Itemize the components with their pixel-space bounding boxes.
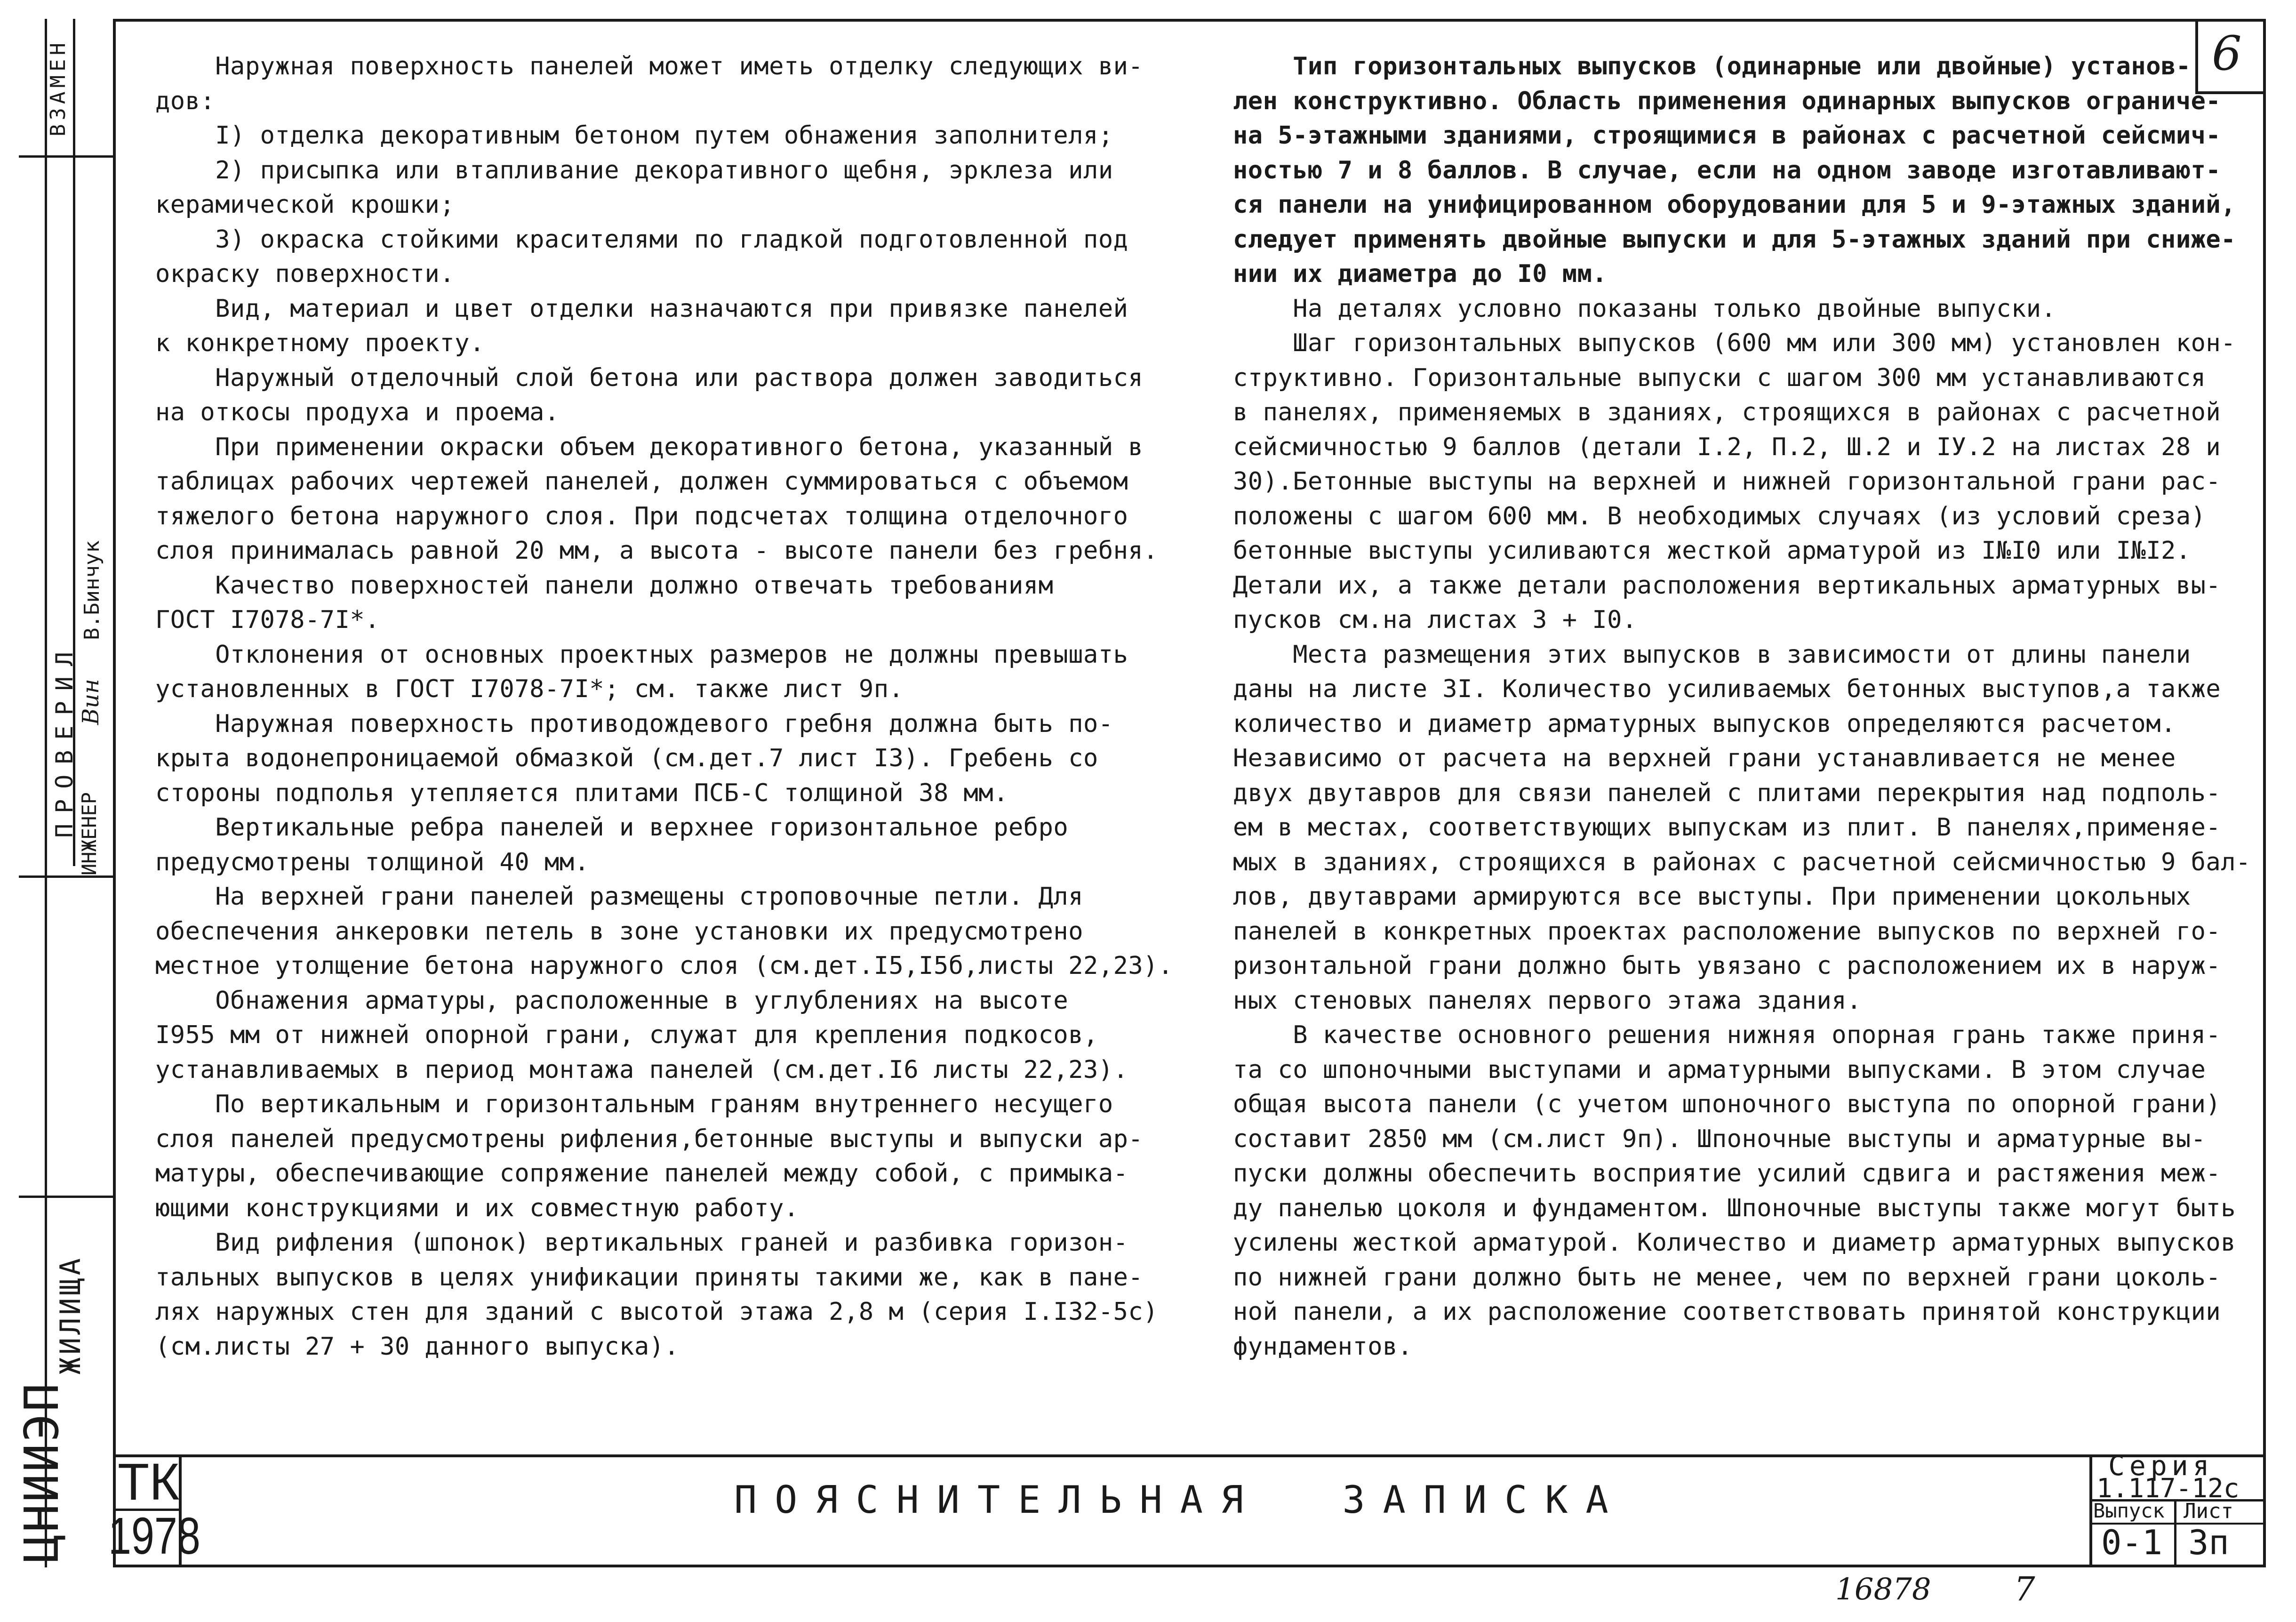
text-line: та со шпоночными выступами и арматурными выпусками. В этом случае [1233, 1055, 2206, 1084]
text-line: тяжелого бетона наружного слоя. При подсчетах толщина отделочного [155, 502, 1128, 530]
stamp-name: В.Бинчук [80, 540, 104, 640]
text-line: количество и диаметр арматурных выпусков определяются расчетом. [1233, 709, 2176, 738]
text-line: Наружный отделочный слой бетона или раствора должен заводиться [155, 363, 1144, 392]
text-line: тальных выпусков в целях унификации приняты такими же, как в пане- [155, 1263, 1144, 1292]
text-line: панелей в конкретных проектах расположение выпусков по верхней го- [1233, 917, 2221, 946]
text-line: даны на листе 3I. Количество усиливаемых бетонных выступов,а также [1233, 675, 2221, 703]
text-line: Независимо от расчета на верхней грани устанавливается не менее [1233, 744, 2176, 772]
stamp-line [19, 875, 113, 878]
stamp-engineer: ИНЖЕНЕР [78, 792, 101, 875]
text-line: таблицах рабочих чертежей панелей, должен суммироваться с объемом [155, 467, 1128, 496]
text-line: 3) окраска стойкими красителями по гладкой подготовленной под [155, 225, 1128, 254]
text-line: в панелях, применяемых в зданиях, строящихся в районах с расчетной [1233, 398, 2221, 426]
text-line: Наружная поверхность противодождевого гребня должна быть по- [155, 709, 1113, 738]
text-line: 2) присыпка или втапливание декоративного щебня, эрклеза или [155, 156, 1113, 185]
stamp-line [45, 19, 47, 1567]
title-block-divider [2174, 1499, 2176, 1567]
text-line: (см.листы 27 + 30 данного выпуска). [155, 1332, 680, 1361]
sheet-value: 3п [2188, 1523, 2229, 1562]
text-line: предусмотрены толщиной 40 мм. [155, 848, 590, 876]
text-line: местное утолщение бетона наружного слоя (см.дет.I5,I5б,листы 22,23). [155, 952, 1173, 980]
stamp-vzamen: ВЗАМЕН [46, 39, 70, 137]
text-line: При применении окраски объем декоративного бетона, указанный в [155, 433, 1144, 461]
text-line: фундаментов. [1233, 1332, 1413, 1361]
text-line: составит 2850 мм (см.лист 9п). Шпоночные выступы и арматурные вы- [1233, 1124, 2206, 1153]
text-line: ся панели на унифицированном оборудовании для 5 и 9-этажных зданий, [1233, 191, 2236, 219]
title-block-year: 1978 [108, 1507, 200, 1565]
text-line: На деталях условно показаны только двойные выпуски. [1233, 294, 2056, 323]
text-line: следует применять двойные выпуски и для 5-этажных зданий при сниже- [1233, 225, 2236, 254]
stamp-line [19, 1196, 113, 1198]
title-block-top-line [113, 1454, 2266, 1457]
text-line: положены с шагом 600 мм. В необходимых случаях (из условий среза) [1233, 502, 2206, 530]
series-value: 1.117-12с [2096, 1473, 2240, 1504]
text-line: лях наружных стен для зданий с высотой этажа 2,8 м (серия I.I32-5с) [155, 1298, 1159, 1326]
text-line: на откосы продуха и проема. [155, 398, 560, 426]
handwritten-number: 16878 [1835, 1572, 1931, 1607]
issue-value: 0-1 [2101, 1523, 2163, 1562]
right-column [1233, 49, 2251, 1364]
text-line: ду панелью цоколя и фундаментом. Шпоночные выступы также могут быть [1233, 1194, 2236, 1222]
text-line: бетонные выступы усиливаются жесткой арматурой из I№I0 или I№I2. [1233, 537, 2191, 565]
text-line: устанавливаемых в период монтажа панелей (см.дет.I6 листы 22,23). [155, 1055, 1128, 1084]
text-line: слоя принималась равной 20 мм, а высота - высоте панели без гребня. [155, 537, 1159, 565]
left-column [155, 49, 1173, 1364]
text-line: Тип горизонтальных выпусков (одинарные или двойные) установ- [1233, 52, 2191, 80]
text-line: обеспечения анкеровки петель в зоне установки их предусмотрено [155, 917, 1084, 946]
text-line: пуски должны обеспечить восприятие усилий сдвига и растяжения меж- [1233, 1159, 2221, 1188]
stamp-org: ЦНИИЭП [14, 1381, 69, 1563]
text-line: двух двутавров для связи панелей с плитами перекрытия над подполь- [1233, 779, 2221, 807]
text-line: ной панели, а их расположение соответствовать принятой конструкции [1233, 1298, 2221, 1326]
handwritten-page: 7 [2014, 1570, 2035, 1608]
text-line: крыта водонепроницаемой обмазкой (см.дет.7 лист I3). Гребень со [155, 744, 1098, 772]
text-line: установленных в ГОСТ I7078-7I*; см. также лист 9п. [155, 675, 904, 703]
issue-label: Выпуск [2093, 1499, 2165, 1522]
text-line: дов: [155, 87, 216, 115]
text-line: ностью 7 и 8 баллов. В случае, если на одном заводе изготавливают- [1233, 156, 2221, 185]
text-line: лен конструктивно. Область применения одинарных выпусков ограниче- [1233, 87, 2221, 115]
text-line: ющими конструкциями и их совместную работу. [155, 1194, 799, 1222]
text-line: В качестве основного решения нижняя опорная грань также приня- [1233, 1021, 2221, 1049]
text-line: мых в зданиях, строящихся в районах с расчетной сейсмичностью 9 бал- [1233, 848, 2251, 876]
text-line: усилены жесткой арматурой. Количество и диаметр арматурных выпусков [1233, 1229, 2236, 1257]
text-line: нии их диаметра до I0 мм. [1233, 260, 1608, 288]
text-line: лов, двутаврами армируются все выступы. При применении цокольных [1233, 883, 2191, 911]
text-line: Отклонения от основных проектных размеров не должны превышать [155, 640, 1128, 669]
text-line: Наружная поверхность панелей может иметь отделку следующих ви- [155, 52, 1144, 80]
series-label: Серия [2108, 1450, 2214, 1482]
document-title: ПОЯСНИТЕЛЬНАЯ ЗАПИСКА [734, 1478, 1626, 1522]
text-line: 30).Бетонные выступы на верхней и нижней горизонтальной грани рас- [1233, 467, 2221, 496]
stamp-org-2: ЖИЛИЩА [54, 1255, 87, 1374]
text-line: сейсмичностью 9 баллов (детали I.2, П.2, Ш.2 и IУ.2 на листах 28 и [1233, 433, 2221, 461]
text-line: пусков см.на листах 3 + I0. [1233, 606, 1637, 634]
text-line: На верхней грани панелей размещены строповочные петли. Для [155, 883, 1084, 911]
text-line: Детали их, а также детали расположения вертикальных арматурных вы- [1233, 571, 2221, 600]
text-line: слоя панелей предусмотрены рифления,бетонные выступы и выпуски ар- [155, 1124, 1144, 1153]
text-line: стороны подполья утепляется плитами ПСБ-С толщиной 38 мм. [155, 779, 1008, 807]
stamp-signature: Вин [78, 679, 104, 725]
text-line: керамической крошки; [155, 191, 455, 219]
text-line: матуры, обеспечивающие сопряжение панелей между собой, с примыка- [155, 1159, 1128, 1188]
text-line: окраску поверхности. [155, 260, 455, 288]
text-line: Вид, материал и цвет отделки назначаются при привязке панелей [155, 294, 1128, 323]
text-line: ГОСТ I7078-7I*. [155, 606, 380, 634]
text-line: к конкретному проекту. [155, 329, 485, 357]
text-line: Шаг горизонтальных выпусков (600 мм или 300 мм) установлен кон- [1233, 329, 2236, 357]
text-line: По вертикальным и горизонтальным граням внутреннего несущего [155, 1090, 1113, 1118]
text-line: Вертикальные ребра панелей и верхнее горизонтальное ребро [155, 813, 1069, 842]
text-line: общая высота панели (с учетом шпоночного выступа по опорной грани) [1233, 1090, 2221, 1118]
text-line: ных стеновых панелях первого этажа здания. [1233, 986, 1862, 1015]
text-line: ем в местах, соответствующих выпускам из плит. В панелях,применяе- [1233, 813, 2221, 842]
text-line: ризонтальной грани должно быть увязано с расположением их в наруж- [1233, 952, 2221, 980]
page-number: 6 [2212, 26, 2242, 81]
text-line: I) отделка декоративным бетоном путем обнажения заполнителя; [155, 121, 1113, 150]
stamp-proveril: ПРОВЕРИЛ [51, 642, 78, 838]
text-line: на 5-этажными зданиями, строящимися в районах с расчетной сейсмич- [1233, 121, 2221, 150]
sheet-label: Лист [2184, 1499, 2233, 1523]
text-line: по нижней грани должно быть не менее, чем по верхней грани цоколь- [1233, 1263, 2221, 1292]
text-line: Места размещения этих выпусков в зависимости от длины панели [1233, 640, 2191, 669]
text-line: Качество поверхностей панели должно отвечать требованиям [155, 571, 1054, 600]
text-line: структивно. Горизонтальные выпуски с шагом 300 мм устанавливаются [1233, 363, 2206, 392]
title-block-divider [2089, 1454, 2092, 1567]
text-line: Обнажения арматуры, расположенные в углублениях на высоте [155, 986, 1069, 1015]
text-line: Вид рифления (шпонок) вертикальных граней и разбивка горизон- [155, 1229, 1128, 1257]
stamp-line [19, 155, 113, 158]
title-block-tk: ТК [118, 1453, 180, 1511]
text-line: I955 мм от нижней опорной грани, служат для крепления подкосов, [155, 1021, 1098, 1049]
